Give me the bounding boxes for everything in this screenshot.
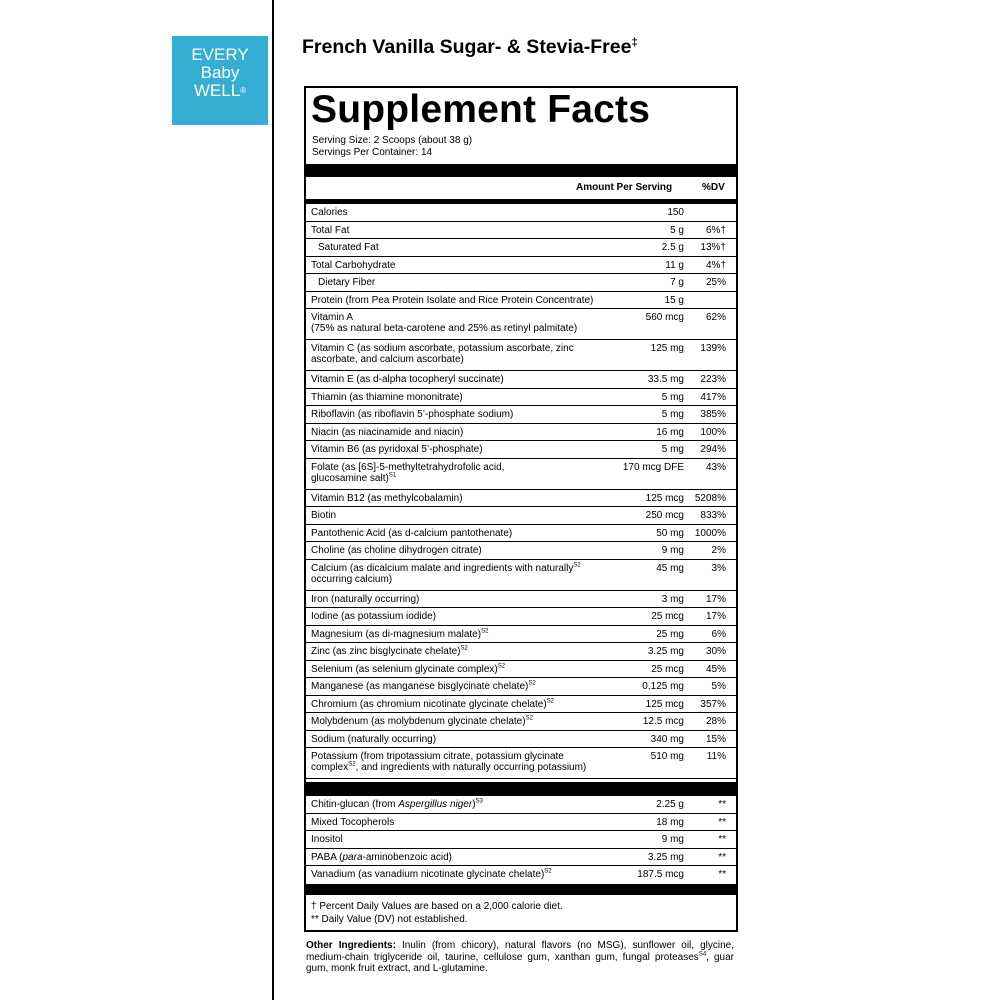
other-ingredients-sup: S4 (698, 951, 707, 958)
footnotes (311, 900, 563, 926)
amount-per-serving: 33.5 mg (647, 374, 684, 385)
serving-size: Serving Size: 2 Scoops (about 38 g) (312, 135, 473, 146)
name-italic: para (342, 851, 363, 863)
amount-per-serving: 12.5 mcg (642, 716, 684, 727)
name-text-after: ) (472, 799, 476, 810)
name-text-after: -aminobenzoic acid) (362, 851, 453, 863)
name-text: Vitamin E (as d-alpha tocopheryl succinate) (311, 374, 504, 385)
other-ingredient-rows (306, 796, 736, 885)
nutrient-row (306, 814, 736, 832)
name-text: Chromium (as chromium nicotinate glycinate chelate) (311, 698, 547, 710)
daily-value: 25% (705, 277, 726, 288)
daily-value: 11% (706, 751, 726, 762)
brand-mark: ® (240, 86, 247, 95)
nutrient-name (306, 525, 616, 541)
amount-per-serving: 11 g (665, 259, 684, 271)
nutrient-row (306, 389, 736, 407)
other-ingredients-text-1: Inulin (from chicory), natural flavors (no MSG), sunflower oil, glycine, medium-chain triglyceride oil, taurine, cellulose gum, xanthan gum, fungal proteases (306, 940, 734, 963)
nutrient-rows (306, 204, 736, 779)
brand-line-2: Baby (200, 63, 240, 82)
daily-value: 294% (700, 444, 726, 455)
daily-value: 385% (700, 409, 726, 420)
footnote-marker: S2 (460, 645, 468, 652)
name-text: Protein (from Pea Protein Isolate and Rice Protein Concentrate) (311, 294, 594, 306)
nutrient-name (306, 406, 616, 422)
product-name: French Vanilla Sugar- & Stevia-Free (302, 36, 632, 58)
name-text: Sodium (naturally occurring) (311, 733, 437, 745)
footnote-marker: S2 (573, 562, 581, 569)
nutrient-row (306, 608, 736, 626)
daily-value: 17% (705, 611, 726, 622)
nutrient-name (306, 389, 616, 405)
daily-value: 1000% (694, 527, 726, 539)
nutrient-name (306, 661, 616, 677)
nutrient-row (306, 866, 736, 885)
amount-per-serving: 16 mg (656, 426, 684, 438)
nutrient-name (306, 678, 616, 694)
daily-value: ** (718, 816, 726, 828)
daily-value: 5208% (694, 492, 726, 504)
footnote-marker: S2 (348, 761, 356, 768)
brand-badge (172, 36, 268, 125)
name-text: Iodine (as potassium iodide) (311, 611, 437, 622)
nutrient-row (306, 204, 736, 222)
amount-per-serving: 9 mg (661, 834, 684, 845)
amount-per-serving: 5 mg (661, 444, 684, 455)
name-text-line2: complex (311, 762, 349, 773)
daily-value: 417% (700, 391, 726, 403)
nutrient-name (306, 643, 616, 659)
nutrient-row (306, 507, 736, 525)
name-text: Inositol (311, 834, 343, 845)
daily-value: 357% (700, 698, 726, 710)
daily-value: ** (718, 799, 726, 810)
nutrient-name (306, 459, 616, 486)
name-text-line2-after: , and ingredients with naturally occurring potassium) (355, 762, 587, 773)
amount-per-serving: 2.25 g (656, 799, 684, 810)
footnote-marker: S2 (528, 680, 536, 687)
amount-per-serving: 25 mcg (651, 611, 684, 622)
product-mark: ‡ (631, 36, 638, 49)
thick-bar-bottom (306, 885, 736, 895)
footnote-marker: S2 (546, 698, 554, 705)
name-text: Dietary Fiber (318, 277, 376, 288)
name-text: Calories (311, 207, 348, 218)
nutrient-name (306, 560, 616, 587)
name-text-line2: occurring calcium) (311, 573, 393, 585)
footnote-marker: S2 (497, 663, 506, 670)
name-text: Chitin-glucan (from (311, 799, 399, 810)
amount-per-serving: 45 mg (656, 562, 684, 574)
footnote-marker: S2 (525, 715, 533, 722)
nutrient-name (306, 796, 616, 812)
name-text: Manganese (as manganese bisglycinate chelate) (311, 681, 529, 692)
nutrient-row (306, 340, 736, 371)
daily-value: 2% (711, 545, 726, 556)
brand-line-3: WELL (193, 81, 241, 100)
name-text: Niacin (as niacinamide and niacin) (311, 426, 464, 438)
nutrient-name (306, 424, 616, 440)
nutrient-name (306, 274, 616, 290)
daily-value: 62% (705, 312, 726, 323)
thick-bar-top (306, 164, 736, 177)
name-text: Vitamin C (as sodium ascorbate, potassium ascorbate, zinc (311, 343, 574, 354)
footnote-marker: S3 (475, 798, 483, 805)
amount-per-serving: 0.125 mg (642, 681, 684, 692)
nutrient-row (306, 542, 736, 560)
nutrient-name (306, 441, 616, 457)
nutrient-name (306, 626, 616, 642)
amount-per-serving: 15 g (664, 294, 684, 306)
amount-per-serving: 3.25 mg (647, 646, 684, 657)
nutrient-row (306, 560, 736, 591)
nutrient-name (306, 371, 616, 387)
nutrient-row (306, 748, 736, 779)
nutrient-name (306, 204, 616, 220)
amount-per-serving: 125 mcg (645, 698, 684, 710)
nutrient-row (306, 626, 736, 644)
nutrient-row (306, 849, 736, 867)
other-ingredients-label: Other Ingredients: (306, 940, 396, 951)
name-text: Selenium (as selenium glycinate complex) (311, 663, 498, 675)
name-text-line2: (75% as natural beta-carotene and 25% as retinyl palmitate) (311, 323, 578, 334)
nutrient-name (306, 257, 616, 273)
name-text: Vitamin B12 (as methylcobalamin) (311, 492, 463, 504)
daily-value: 4%† (705, 259, 726, 271)
nutrient-row (306, 292, 736, 310)
nutrient-row (306, 678, 736, 696)
name-text: Vitamin B6 (as pyridoxal 5’-phosphate) (311, 444, 483, 455)
amount-per-serving: 50 mg (656, 527, 684, 539)
daily-value: ** (718, 869, 726, 880)
divider-line (272, 0, 274, 1000)
product-title (302, 36, 638, 59)
daily-value: 5% (711, 681, 726, 692)
nutrient-row (306, 222, 736, 240)
nutrient-name (306, 239, 616, 255)
nutrient-name (306, 542, 616, 558)
name-text-line2: glucosamine salt) (311, 472, 389, 484)
amount-per-serving: 250 mcg (645, 510, 684, 521)
daily-value: 13%† (700, 242, 726, 253)
daily-value: 28% (705, 716, 726, 727)
name-text-line2: ascorbate, and calcium ascorbate) (311, 354, 464, 365)
name-text: Folate (as [6S]-5-methyltetrahydrofolic acid, (311, 461, 505, 473)
footnote-not-established: ** Daily Value (DV) not established. (311, 914, 468, 925)
name-text: Calcium (as dicalcium malate (311, 562, 442, 574)
name-text: PABA ( (311, 851, 343, 863)
amount-per-serving: 125 mcg (645, 492, 684, 504)
name-text: Magnesium (as di-magnesium malate) (311, 628, 482, 640)
nutrient-name (306, 608, 616, 624)
amount-per-serving: 7 g (670, 277, 684, 288)
nutrient-name (306, 696, 616, 712)
daily-value: 15% (705, 733, 726, 745)
thick-bar-middle (306, 782, 736, 796)
nutrient-name (306, 831, 616, 847)
nutrient-name (306, 713, 616, 729)
nutrient-row (306, 661, 736, 679)
supplement-facts-panel (304, 86, 738, 932)
nutrient-row (306, 696, 736, 714)
nutrient-row (306, 591, 736, 609)
amount-per-serving: 5 mg (661, 409, 684, 420)
daily-value: 100% (700, 426, 726, 438)
amount-per-serving: 3 mg (661, 593, 684, 605)
amount-per-serving: 5 g (670, 224, 684, 236)
amount-per-serving: 25 mg (656, 628, 684, 640)
footnote-marker: S2 (481, 628, 489, 635)
footnote-marker: S2 (544, 868, 552, 875)
daily-value: ** (718, 834, 726, 845)
amount-per-serving: 510 mg (650, 751, 684, 762)
nutrient-row (306, 239, 736, 257)
nutrient-name (306, 591, 616, 607)
footnote-marker: S1 (388, 472, 397, 479)
daily-value: 833% (700, 510, 726, 521)
other-ingredients-text-2: , guar gum, monk fruit extract, and L-glutamine. (306, 951, 734, 974)
nutrient-row (306, 424, 736, 442)
nutrient-row (306, 831, 736, 849)
nutrient-row (306, 713, 736, 731)
nutrient-name (306, 748, 616, 775)
amount-per-serving: 18 mg (656, 816, 684, 828)
amount-per-serving: 2.5 g (661, 242, 684, 253)
nutrient-row (306, 257, 736, 275)
amount-per-serving: 170 mcg DFE (622, 461, 684, 473)
nutrient-name (306, 490, 616, 506)
name-text: Vanadium (as vanadium nicotinate glycinate chelate) (311, 869, 545, 880)
nutrient-name (306, 292, 616, 308)
amount-per-serving: 125 mg (650, 343, 684, 354)
name-text: Potassium (from tripotassium citrate, potassium glycinate (311, 751, 564, 762)
daily-value: 6%† (705, 224, 726, 236)
footnote-dv: † Percent Daily Values are based on a 2,000 calorie diet. (311, 901, 563, 912)
other-ingredients (306, 940, 734, 975)
name-text: Total Fat (311, 224, 350, 236)
name-text: Total Carbohydrate (311, 259, 396, 271)
nutrient-row (306, 309, 736, 340)
name-text: Saturated Fat (318, 242, 379, 253)
name-text: Mixed Tocopherols (311, 816, 395, 828)
nutrient-name (306, 849, 616, 865)
nutrient-row (306, 441, 736, 459)
name-text-after: and ingredients with naturally (441, 562, 574, 574)
nutrient-row (306, 731, 736, 749)
nutrient-row (306, 643, 736, 661)
servings-per-container: Servings Per Container: 14 (312, 147, 433, 158)
name-text: Biotin (311, 510, 337, 521)
daily-value: 3% (711, 562, 726, 574)
daily-value: 139% (700, 343, 726, 354)
nutrient-row (306, 371, 736, 389)
name-text: Zinc (as zinc bisglycinate chelate) (311, 646, 461, 657)
nutrient-name (306, 731, 616, 747)
daily-value: ** (718, 851, 726, 863)
amount-per-serving: 5 mg (661, 391, 684, 403)
daily-value: 43% (705, 461, 726, 473)
amount-per-serving: 9 mg (661, 545, 684, 556)
nutrient-name (306, 814, 616, 830)
nutrient-row (306, 406, 736, 424)
amount-per-serving: 560 mcg (645, 312, 684, 323)
nutrient-row (306, 459, 736, 490)
nutrient-row (306, 274, 736, 292)
nutrient-name (306, 866, 616, 882)
panel-title: Supplement Facts (311, 88, 651, 131)
daily-value: 30% (705, 646, 726, 657)
daily-value: 17% (705, 593, 726, 605)
daily-value: 223% (700, 374, 726, 385)
header-dv: %DV (702, 182, 725, 193)
amount-per-serving: 340 mg (650, 733, 684, 745)
amount-per-serving: 187.5 mcg (637, 869, 684, 880)
nutrient-name (306, 340, 616, 367)
name-text: Pantothenic Acid (as d-calcium pantothenate) (311, 527, 513, 539)
daily-value: 6% (711, 628, 726, 640)
nutrient-name (306, 309, 616, 336)
amount-per-serving: 25 mcg (651, 663, 684, 675)
nutrient-row (306, 796, 736, 814)
name-text: Riboflavin (as riboflavin 5’-phosphate sodium) (311, 409, 514, 420)
amount-per-serving: 150 (667, 207, 684, 218)
name-text: Molybdenum (as molybdenum glycinate chelate) (311, 716, 526, 727)
name-italic: Aspergillus niger (398, 799, 473, 810)
amount-per-serving: 3.25 mg (647, 851, 684, 863)
name-text: Choline (as choline dihydrogen citrate) (311, 545, 482, 556)
nutrient-name (306, 222, 616, 238)
name-text: Iron (naturally occurring) (311, 593, 420, 605)
name-text: Vitamin A (311, 312, 354, 323)
name-text: Thiamin (as thiamine mononitrate) (311, 391, 463, 403)
nutrient-row (306, 490, 736, 508)
nutrient-row (306, 525, 736, 543)
daily-value: 45% (705, 663, 726, 675)
nutrient-name (306, 507, 616, 523)
header-amount: Amount Per Serving (576, 182, 673, 193)
brand-line-1: EVERY (191, 45, 249, 64)
